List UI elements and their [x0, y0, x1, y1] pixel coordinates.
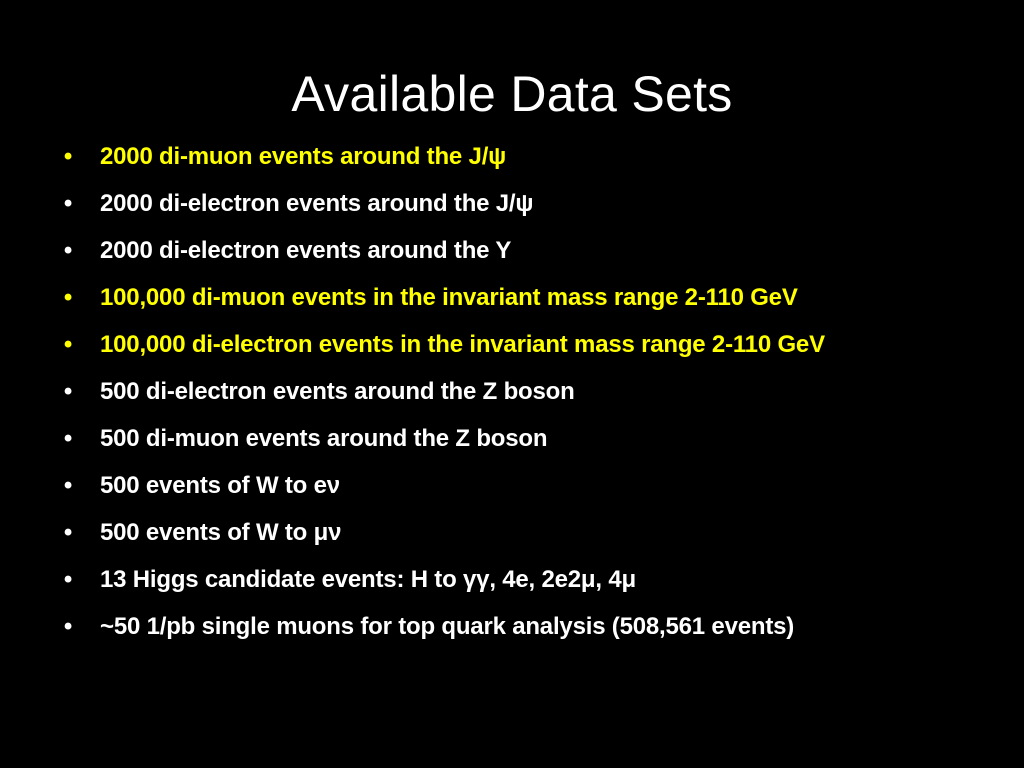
- bullet-marker: •: [63, 190, 73, 217]
- bullet-item: [58, 469, 958, 503]
- bullet-marker: •: [63, 378, 73, 405]
- bullet-text: 500 events of W to eν: [100, 472, 340, 499]
- bullet-item: [58, 328, 958, 362]
- bullet-marker: •: [63, 472, 73, 499]
- bullet-text: 2000 di-electron events around the Y: [100, 237, 512, 264]
- bullet-item: [58, 422, 958, 456]
- bullet-list: [58, 140, 958, 657]
- bullet-marker: •: [63, 519, 73, 546]
- bullet-marker: •: [63, 284, 73, 311]
- bullet-text: 13 Higgs candidate events: H to γγ, 4e, 2e2μ, 4μ: [100, 566, 636, 593]
- bullet-item: [58, 234, 958, 268]
- bullet-item: [58, 516, 958, 550]
- bullet-marker: •: [63, 566, 73, 593]
- bullet-item: [58, 187, 958, 221]
- bullet-text: 2000 di-muon events around the J/ψ: [100, 143, 507, 170]
- bullet-marker: •: [63, 331, 73, 358]
- bullet-text: 500 di-electron events around the Z boson: [100, 378, 575, 405]
- bullet-item: [58, 563, 958, 597]
- bullet-text: 500 di-muon events around the Z boson: [100, 425, 548, 452]
- bullet-text: ~50 1/pb single muons for top quark analysis (508,561 events): [100, 613, 795, 640]
- slide-title: Available Data Sets: [291, 66, 733, 122]
- bullet-item: [58, 610, 958, 644]
- bullet-item: [58, 140, 958, 174]
- bullet-marker: •: [63, 425, 73, 452]
- bullet-text: 100,000 di-electron events in the invariant mass range 2-110 GeV: [100, 331, 825, 358]
- bullet-marker: •: [63, 237, 73, 264]
- bullet-text: 2000 di-electron events around the J/ψ: [100, 190, 534, 217]
- bullet-marker: •: [63, 143, 73, 170]
- bullet-item: [58, 375, 958, 409]
- bullet-item: [58, 281, 958, 315]
- bullet-marker: •: [63, 613, 73, 640]
- bullet-text: 100,000 di-muon events in the invariant mass range 2-110 GeV: [100, 284, 798, 311]
- bullet-text: 500 events of W to μν: [100, 519, 342, 546]
